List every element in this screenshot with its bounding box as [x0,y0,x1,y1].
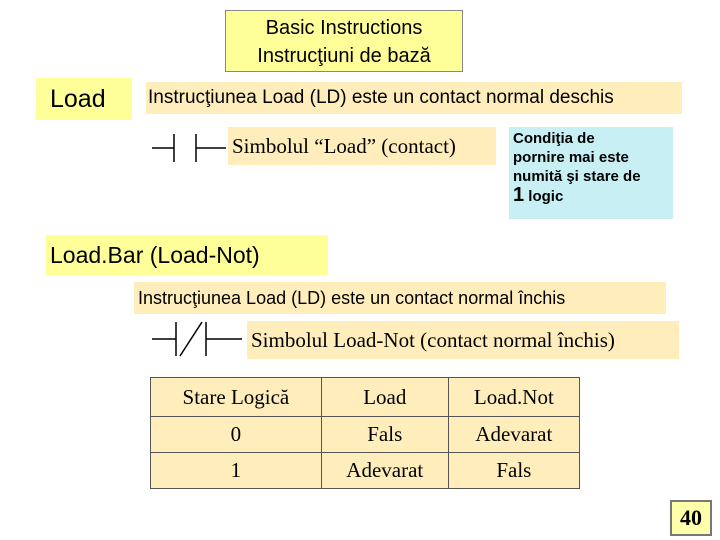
load-description: Instrucţiunea Load (LD) este un contact normal deschis [146,82,682,114]
title-line-romanian: Instrucţiuni de bază [257,45,431,67]
note-line-4 [513,186,673,206]
table-cell: Fals [448,453,579,489]
table-cell: Fals [321,417,448,453]
loadbar-label: Load.Bar (Load-Not) [46,235,328,275]
start-condition-note [509,127,673,219]
load-label: Load [36,78,132,120]
table-row [151,417,580,453]
page-number: 40 [670,500,712,536]
slide-title [225,10,463,72]
header-load-not: Load.Not [448,378,579,417]
table-row [151,453,580,489]
truth-table [150,377,580,489]
note-line-2: pornire mai este [513,149,629,166]
table-cell: Adevarat [321,453,448,489]
normally-closed-contact-icon [152,318,244,360]
normally-open-contact-icon [152,130,228,166]
table-header-row [151,378,580,417]
note-line-3: numită şi stare de [513,168,641,185]
title-line-english: Basic Instructions [265,17,423,39]
header-logic-state: Stare Logică [151,378,322,417]
table-cell: 0 [151,417,322,453]
load-symbol-label: Simbolul “Load” (contact) [228,127,496,165]
header-load: Load [321,378,448,417]
table-cell: Adevarat [448,417,579,453]
note-line-1: Condiţia de [513,130,595,147]
table-cell: 1 [151,453,322,489]
loadbar-description: Instrucţiunea Load (LD) este un contact normal închis [134,282,666,314]
note-logic-word: logic [524,188,564,205]
loadnot-symbol-label: Simbolul Load-Not (contact normal închis) [247,321,679,359]
note-logic-value: 1 [513,184,525,206]
